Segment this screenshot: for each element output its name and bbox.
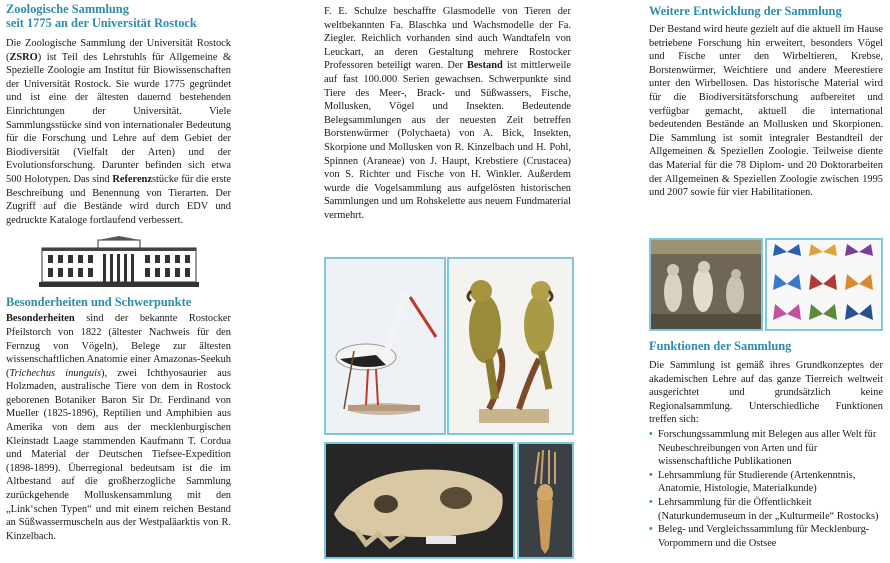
middle-paragraph: F. E. Schulze beschaffte Glasmodelle von Tieren der weltbekannten Fa. Blaschka und Wachsmodelle der Fa. Ziegler. Reichlich vorhanden sind auch Wandtafeln von Leuckart, an deren Gestaltung mehrere Rostocker Professoren beteiligt waren. Der Bestand ist mittlerweile auf fast 100.000 Serien gewachsen. Schwerpunkte sind Tiere des Meer-, Brack- und Süßwassers, Fische, Mollusken, Vögel und Insekten. Bedeutende Belegsammlungen aus der neuesten Zeit betreffen Borstenwürmer (Polychaeta) von A. Bick, Insekten, Skorpione und Mollusken von R. Kinzelbach und H. Pohl, Spinnen (Araneae) von J. Haupt, Krebstiere (Crustacea) von S. Richter und Fische von H. Winkler. Außerdem wurde die Vogelsammlung aus aufgelösten historischen Sammlungen und um Rohskelette aus neuem Fundmaterial vermehrt.: [324, 6, 571, 221]
development-paragraph: Der Bestand wird heute gezielt auf die aktuell im Hause betriebene Forschung hin erweitert, besonders Vögel und Fische unter den Wirbeltieren, Krebse, Borstenwürmer, Weichtiere und andere Meerestiere unter den Wirbellosen. Das historische Material wird für die Biodiversitätsforschung aufbereitet und verfügbar gemacht, aktuell die international bedeutenden Bestände an Mollusken und Skorpionen. Die Sammlung ist somit integraler Bestandteil der Allgemeinen & Speziellen Zoologie. Teilweise diente das Material für die 78 Diplom- und 20 Doktorarbeiten der Allgemeinen & Speziellen Zoologie zwischen 1995 und 2007 sowie für vier Habilitationen.: [649, 24, 883, 199]
functions-intro: Die Sammlung ist gemäß ihres Grundkonzeptes der akademischen Lehre auf das ganze Tierreich weltweit ausgerichtet und grundsätzlich keine Regionalsammlung. Unterschiedliche Funktionen treffen sich:: [649, 360, 883, 426]
functions-list: [649, 428, 883, 550]
main-title: [6, 2, 231, 30]
list-item: • Lehrsammlung für Studierende (Artenkenntnis, Anatomie, Histologie, Materialkunde): [649, 469, 856, 495]
butterflies-photo: [765, 238, 883, 331]
squid-photo: [517, 442, 574, 559]
column-left: [6, 0, 231, 543]
stork-photo: [324, 257, 446, 435]
section-heading-functions: Funktionen der Sammlung: [649, 339, 792, 353]
intro-paragraph: Die Zoologische Sammlung der Universität Rostock (ZSRO) ist Teil des Lehrstuhls für Allgemeine & Spezielle Zoologie am Institut für Biowissenschaften der Universität Rostock. Sie wurde 1775 gegründet und ist eine der ältesten dauernd bestehenden Einrichtungen der Universität. Viele Sammlungsstücke sind von internationaler Bedeutung für die Forschung und Lehre auf dem Gebiet der Biodiversität (Vielfalt der Arten) und der Evolutionsforschung. Darunter befinden sich etwa 500 Holotypen. Das sind Referenzstücke für die erste Beschreibung und Benennung von Tierarten. Der Zugriff auf die Bestände wird durch EDV und gedruckte Kataloge fortlaufend verbessert.: [6, 38, 232, 226]
section-heading-special: Besonderheiten und Schwerpunkte: [6, 295, 192, 310]
main-title-line1: Zoologische Sammlung: [6, 2, 129, 16]
birds-display-photo: [649, 238, 763, 331]
main-title-line2: seit 1775 an der Universität Rostock: [6, 16, 197, 30]
parrots-photo: [447, 257, 574, 435]
column-middle: [324, 0, 571, 223]
skull-photo: [324, 442, 515, 559]
section-heading-development: Weitere Entwicklung der Sammlung: [649, 4, 842, 18]
list-item: • Forschungssammlung mit Belegen aus aller Welt für Neubeschreibungen von Arten und für wissenschaftliche Publikationen: [649, 428, 877, 468]
list-item: • Lehrsammlung für die Öffentlichkeit (Naturkundemuseum in der „Kulturmeile“ Rostocks): [649, 496, 879, 522]
column-right-lower: [649, 339, 883, 550]
university-building-illustration: [38, 236, 200, 288]
special-paragraph: Besonderheiten sind der bekannte Rostocker Pfeilstorch von 1822 (ältester Nachweis für den Fernzug von Vögeln), Belege zur ältesten wissenschaftlichen Anatomie einer Amazonas-Seekuh (Trichechus inunguis), zwei Ichthyosaurier aus Holzmaden, australische Tiere von dem in Rostock geborenen Botaniker Baron Sir Dr. Ferdinand von Mueller (1825-1896), Reptilien und Amphibien aus Amerika von dem aus der mecklenburgischen Kleinstadt Laage stammenden Kaufmann T. Cordua und Material der Deutschen Tiefsee-Expedition (1898-1899). Überregional bedeutsam ist die im Altbestand auf die großherzogliche Sammlung zurückgehende Molluskensammlung mit den „Link‘schen Typen“ und mit einem reichen Bestand an Süßwassermuscheln aus der Westpaläarktis von R. Kinzelbach.: [6, 313, 231, 542]
column-right: [649, 0, 883, 200]
list-item: • Beleg- und Vergleichssammlung für Mecklenburg-Vorpommern und die Ostsee: [649, 524, 870, 549]
